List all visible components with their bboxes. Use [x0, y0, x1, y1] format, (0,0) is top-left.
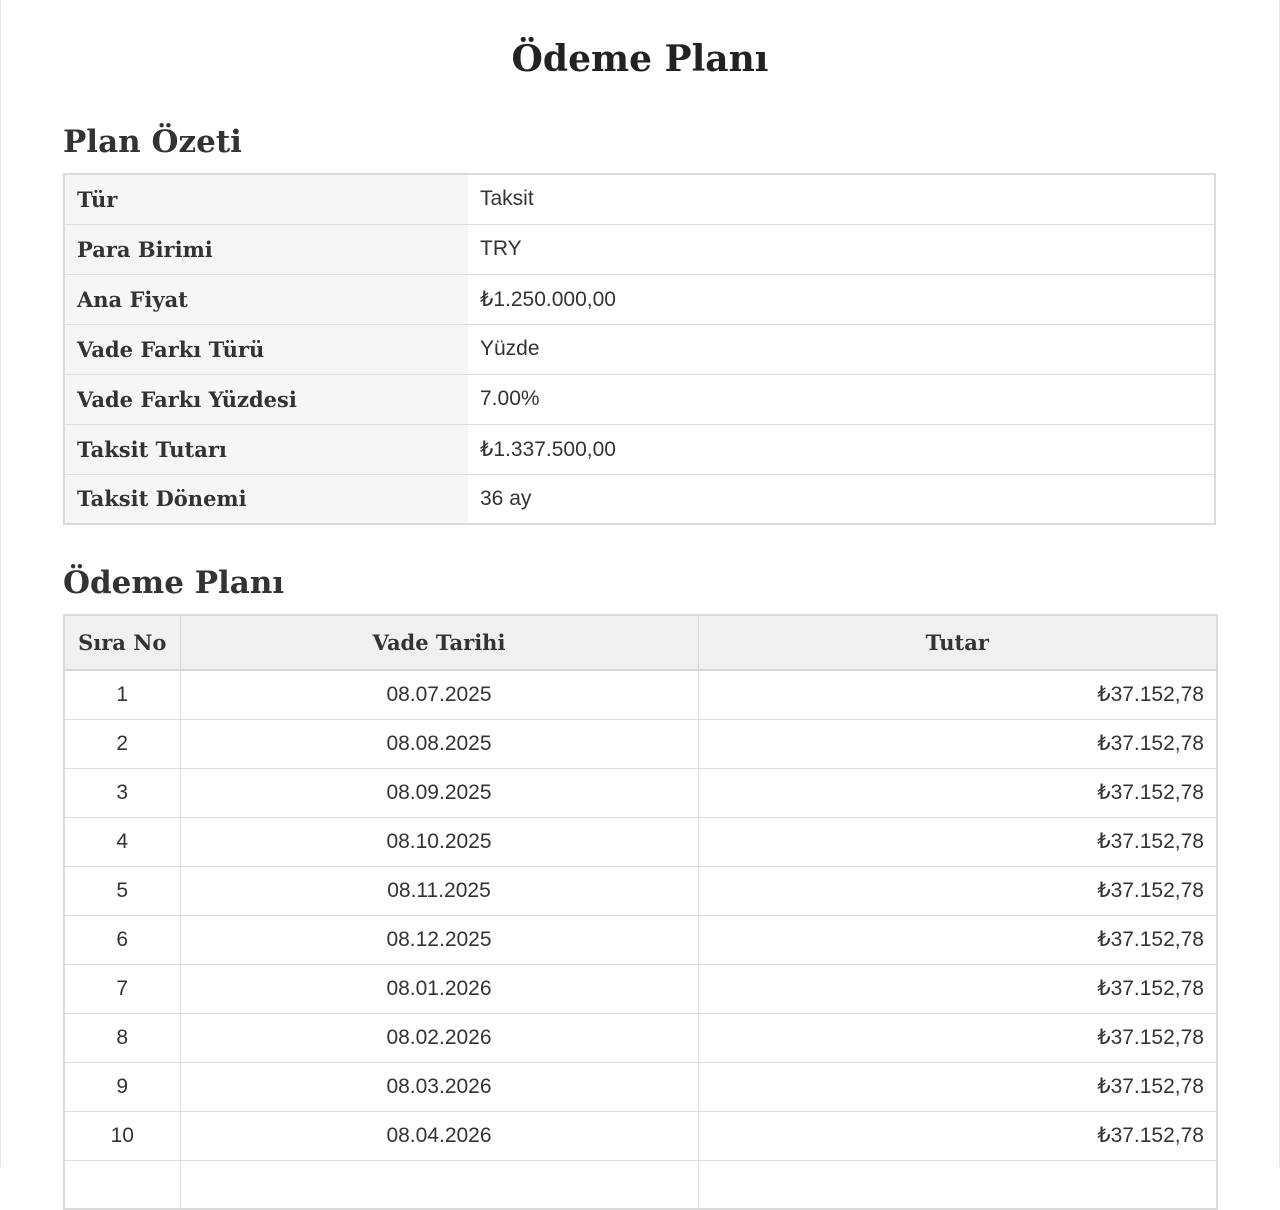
summary-value: TRY	[468, 224, 1215, 274]
table-row	[64, 964, 1217, 1013]
amount-cell: ₺37.152,78	[698, 817, 1217, 866]
table-row	[64, 915, 1217, 964]
summary-row-type	[64, 174, 1215, 224]
amount-cell: ₺37.152,78	[698, 719, 1217, 768]
amount-cell: ₺37.152,78	[698, 1013, 1217, 1062]
summary-value: 36 ay	[468, 474, 1215, 524]
summary-label: Tür	[64, 174, 468, 224]
schedule-header-row	[64, 615, 1217, 670]
table-row	[64, 1062, 1217, 1111]
amount-cell: ₺37.152,78	[698, 768, 1217, 817]
seq-no-cell: 10	[64, 1111, 180, 1160]
due-date-cell: 08.04.2026	[180, 1111, 698, 1160]
amount-cell	[698, 1160, 1217, 1209]
plan-summary-heading: Plan Özeti	[63, 124, 242, 160]
summary-label: Ana Fiyat	[64, 274, 468, 324]
summary-value: 7.00%	[468, 374, 1215, 424]
table-row	[64, 768, 1217, 817]
summary-row-installment-total	[64, 424, 1215, 474]
amount-cell: ₺37.152,78	[698, 1062, 1217, 1111]
summary-value: ₺1.250.000,00	[468, 274, 1215, 324]
seq-no-cell: 9	[64, 1062, 180, 1111]
seq-no-cell	[64, 1160, 180, 1209]
column-header-due-date: Vade Tarihi	[180, 615, 698, 670]
summary-label: Taksit Dönemi	[64, 474, 468, 524]
summary-label: Para Birimi	[64, 224, 468, 274]
amount-cell: ₺37.152,78	[698, 866, 1217, 915]
due-date-cell: 08.11.2025	[180, 866, 698, 915]
due-date-cell: 08.03.2026	[180, 1062, 698, 1111]
page-title: Ödeme Planı	[511, 38, 769, 80]
summary-row-installment-period	[64, 474, 1215, 524]
due-date-cell: 08.07.2025	[180, 670, 698, 719]
summary-row-base-price	[64, 274, 1215, 324]
payment-schedule-heading: Ödeme Planı	[63, 565, 285, 601]
table-row	[64, 1013, 1217, 1062]
seq-no-cell: 2	[64, 719, 180, 768]
due-date-cell	[180, 1160, 698, 1209]
payment-schedule-table	[63, 614, 1218, 1210]
summary-value: Yüzde	[468, 324, 1215, 374]
amount-cell: ₺37.152,78	[698, 1111, 1217, 1160]
due-date-cell: 08.01.2026	[180, 964, 698, 1013]
table-row	[64, 719, 1217, 768]
seq-no-cell: 5	[64, 866, 180, 915]
seq-no-cell: 1	[64, 670, 180, 719]
due-date-cell: 08.10.2025	[180, 817, 698, 866]
summary-label: Vade Farkı Yüzdesi	[64, 374, 468, 424]
table-row	[64, 866, 1217, 915]
summary-value: ₺1.337.500,00	[468, 424, 1215, 474]
seq-no-cell: 4	[64, 817, 180, 866]
summary-label: Vade Farkı Türü	[64, 324, 468, 374]
due-date-cell: 08.08.2025	[180, 719, 698, 768]
due-date-cell: 08.09.2025	[180, 768, 698, 817]
seq-no-cell: 8	[64, 1013, 180, 1062]
due-date-cell: 08.12.2025	[180, 915, 698, 964]
table-row	[64, 817, 1217, 866]
summary-row-interest-type	[64, 324, 1215, 374]
table-row	[64, 1111, 1217, 1160]
summary-label: Taksit Tutarı	[64, 424, 468, 474]
table-row	[64, 670, 1217, 719]
amount-cell: ₺37.152,78	[698, 964, 1217, 1013]
table-row-partial	[64, 1160, 1217, 1209]
seq-no-cell: 6	[64, 915, 180, 964]
summary-row-interest-percent	[64, 374, 1215, 424]
due-date-cell: 08.02.2026	[180, 1013, 698, 1062]
amount-cell: ₺37.152,78	[698, 915, 1217, 964]
column-header-amount: Tutar	[698, 615, 1217, 670]
summary-row-currency	[64, 224, 1215, 274]
amount-cell: ₺37.152,78	[698, 670, 1217, 719]
summary-value: Taksit	[468, 174, 1215, 224]
seq-no-cell: 7	[64, 964, 180, 1013]
seq-no-cell: 3	[64, 768, 180, 817]
column-header-seq-no: Sıra No	[64, 615, 180, 670]
plan-summary-table	[63, 173, 1216, 525]
